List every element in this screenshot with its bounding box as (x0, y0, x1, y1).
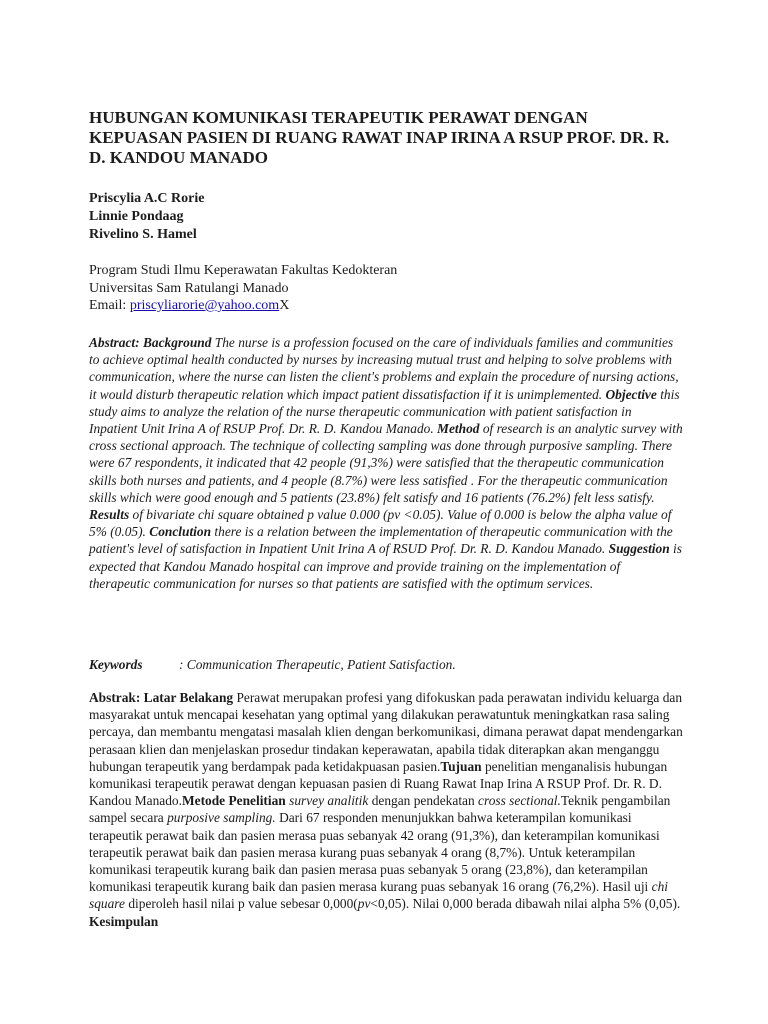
chi-square-term: chi square (89, 879, 668, 912)
conclusion-label: Conclution (149, 524, 212, 540)
author-list (89, 190, 683, 244)
method-label: Method (437, 421, 480, 437)
metode-italic: cross sectional. (478, 793, 561, 809)
method-text: of research is an analytic survey with cross sectional approach. The technique of collecting sampling was done through purposive sampling. There were 67 respondents, it indicated that 42 people (91,3%) were satisfied that the therapeutic communication skills both nurses and patients, and 4 people (8.7%) were less satisfied . For the therapeutic communication skills which were good enough and 5 patients (23.8%) felt satisfy and 16 patients (76.2%) felt less satisfy. (89, 421, 683, 505)
affiliation-line: Universitas Sam Ratulangi Manado (89, 280, 289, 296)
tujuan-label: Tujuan (440, 758, 482, 774)
hasil-text: <0,05). Nilai 0,000 berada dibawah nilai alpha 5% (0,05). (370, 896, 681, 912)
results-label: Results (89, 507, 130, 523)
metode-text: Dari 67 responden menunjukkan bahwa keterampilan komunikasi terapeutik perawat baik dan pasien merasa puas sebanyak 42 orang (91,3%), dan keterampilan komunikasi terapeutik perawat baik dan pasien merasa kurang puas sebanyak 4 orang (8,7%). Untuk keterampilan komunikasi terapeutik kurang baik dan pasien merasa puas sebanyak 5 orang (23,8%), dan keterampilan komunikasi terapeutik kurang baik dan pasien merasa kurang puas sebanyak 16 orang (76,2%). Hasil uji (89, 810, 660, 895)
email-link[interactable]: priscyliarorie@yahoo.com (129, 298, 280, 313)
keywords-text: : Communication Therapeutic, Patient Satisfaction. (179, 657, 456, 672)
affiliation-block (89, 262, 683, 315)
tujuan-text: penelitian menganalisis hubungan komunikasi terapeutik perawat dengan kepuasan pasien di Ruang Rawat Inap Irina A RSUP Prof. Dr. R. D. Kandou Manado. (89, 758, 668, 809)
metode-italic: purposive sampling. (167, 810, 276, 826)
results-text: of bivariate chi square obtained p value 0.000 (pv <0.05). Value of 0.000 is below the alpha value of 5% (0.05). (89, 507, 672, 540)
objective-label: Objective (605, 386, 657, 402)
author-name: Priscylia A.C Rorie (89, 191, 205, 206)
conclusion-text: there is a relation between the implementation of therapeutic communication with the patient's level of satisfaction in Inpatient Unit Irina A of RSUD Prof. Dr. R. D. Kandou Manado. (89, 524, 673, 557)
author-name: Linnie Pondaag (89, 209, 184, 224)
latar-text: Perawat merupakan profesi yang difokuskan pada perawatan individu keluarga dan masyarakat untuk mencapai kesehatan yang optimal yang dilakukan perawatuntuk meningkatkan rasa saling percaya, dan membantu mengatasi masalah klien dengan berkomunikasi, dimana perawat dapat mendengarkan perasaan klien dan menjelaskan prosedur tindakan keperawatan, apabila tidak diterapkan akan menganggu hubungan terapeutik yang berdampak pada ketidakpuasan pasien. (89, 690, 683, 774)
abstract-english (89, 334, 683, 592)
email-label: Email: (89, 298, 127, 313)
metode-label: Metode Penelitian (181, 793, 286, 809)
metode-italic: survey analitik (289, 793, 369, 809)
background-label: Background (142, 335, 212, 350)
metode-text: dengan pendekatan (371, 793, 475, 809)
abstract-indonesian (89, 689, 683, 930)
paper-title: HUBUNGAN KOMUNIKASI TERAPEUTIK PERAWAT DENGAN KEPUASAN PASIEN DI RUANG RAWAT INAP IRINA A RSUP PROF. DR. R. D. KANDOU MANADO (89, 108, 670, 167)
kesimpulan-label: Kesimpulan (89, 913, 159, 929)
keywords-line (89, 656, 683, 673)
email-line (89, 297, 683, 315)
background-text: The nurse is a profession focused on the care of individuals families and communities to achieve optimal health conducted by nurses by increasing mutual trust and helping to solve problems with communication, where the nurse can listen the client's problems and explain the procedure of nursing actions, it would disturb therapeutic relation which impact patient dissatisfaction if it is unimplemented. (89, 335, 679, 402)
hasil-text: diperoleh hasil nilai p value sebesar 0,000( (128, 896, 358, 912)
keywords-label: Keywords (89, 657, 143, 672)
author-name: Rivelino S. Hamel (89, 227, 197, 242)
metode-text: Teknik pengambilan sampel secara (89, 793, 671, 826)
affiliation-line: Program Studi Ilmu Keperawatan Fakultas Kedokteran (89, 263, 398, 278)
abstract-label: Abstract: (89, 335, 140, 350)
pv-term: pv (357, 896, 371, 912)
abstrak-label: Abstrak: Latar Belakang (89, 690, 234, 705)
suggestion-text: is expected that Kandou Manado hospital can improve and provide training on the implementation of therapeutic communication for nurses so that patients are satisfied with the optimum services. (89, 541, 682, 591)
email-suffix: X (279, 298, 290, 313)
objective-text: this study aims to analyze the relation of the nurse therapeutic communication with patient satisfaction in Inpatient Unit Irina A of RSUP Prof. Dr. R. D. Kandou Manado. (89, 386, 680, 437)
suggestion-label: Suggestion (608, 541, 670, 557)
